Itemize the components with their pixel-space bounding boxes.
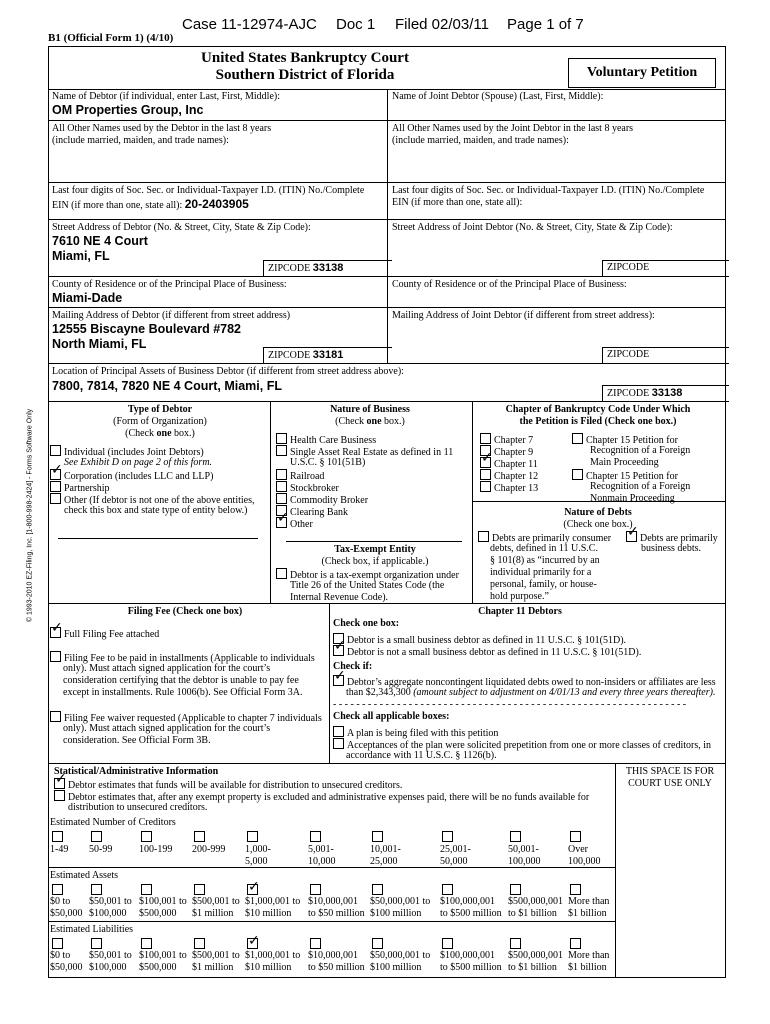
location-value[interactable]: 7800, 7814, 7820 NE 4 Court, Miami, FL	[52, 379, 282, 393]
health-care-label: Health Care Business	[290, 435, 377, 446]
debtor-county[interactable]: Miami-Dade	[52, 291, 123, 305]
court-use-line2: COURT USE ONLY	[628, 778, 712, 789]
creditors-range	[568, 844, 601, 868]
joint-ein-line2: EIN (if more than one, state all):	[392, 197, 523, 208]
liabilities-range-line1: $100,001 to	[139, 950, 187, 961]
consumer-debts-line6: hold purpose.”	[490, 591, 549, 602]
tax-exempt-title: Tax-Exempt Entity	[334, 544, 416, 555]
debtor-name[interactable]: OM Properties Group, Inc	[52, 103, 204, 117]
debtor-mailing-line1: 12555 Biscayne Boulevard #782	[52, 322, 242, 336]
creditors-range	[370, 844, 401, 868]
joint-mailing-zip-box	[602, 347, 729, 364]
debtor-other-names-label	[52, 123, 271, 147]
assets-range-line1: $50,001 to	[89, 896, 132, 907]
liabilities-range-line2: $500,000	[139, 962, 177, 973]
creditors-range-line1: 50,001-	[508, 844, 539, 855]
liabilities-range	[89, 950, 132, 974]
installment-line3: consideration certifying that the debtor is unable to pay fee	[63, 675, 299, 686]
court-line2: Southern District of Florida	[215, 67, 395, 83]
creditors-range-line2: 5,000	[245, 856, 268, 867]
creditors-range-line1: 25,001-	[440, 844, 471, 855]
chapter-title1: Chapter of Bankruptcy Code Under Which	[505, 404, 691, 415]
creditors-range-line1: 200-999	[192, 844, 226, 855]
ch13-option[interactable]	[480, 481, 538, 495]
debtor-ein-label	[52, 185, 364, 212]
assets-range-line2: to $1 billion	[508, 908, 557, 919]
joint-zip-box	[602, 260, 729, 277]
assets-range	[245, 896, 300, 920]
nature-debts-title: Nature of Debts	[564, 507, 632, 518]
creditors-range	[440, 844, 471, 868]
joint-mailing-zip-label: ZIPCODE	[607, 349, 650, 360]
small-business-label: Debtor is a small business debtor as defined in 11 U.S.C. § 101(51D).	[347, 635, 627, 646]
installment-line2: only). Must attach signed application for the court’s	[63, 663, 271, 674]
court-line1: United States Bankruptcy Court	[201, 50, 409, 66]
other-entity-label: Other (If debtor is not one of the above entities,	[64, 495, 255, 506]
filed-date: Filed 02/03/11	[395, 16, 489, 33]
single-asset-label: Single Asset Real Estate as defined in 11	[290, 447, 454, 458]
ch11-debtors-title: Chapter 11 Debtors	[478, 606, 562, 617]
other-entity-line[interactable]	[58, 538, 258, 539]
joint-street-label: Street Address of Joint Debtor (No. & Street, City, State & Zip Code):	[392, 222, 673, 233]
ch15-main-label: Chapter 15 Petition for	[586, 435, 678, 446]
creditors-checkbox[interactable]	[91, 831, 105, 844]
court-use-line1: THIS SPACE IS FOR	[625, 766, 715, 777]
full-fee-checkbox[interactable]	[50, 627, 61, 638]
health-care-checkbox[interactable]	[276, 433, 287, 444]
assets-range-line1: $500,000,001	[508, 896, 563, 907]
doc-number: Doc 1	[336, 16, 376, 33]
stockbroker-label: Stockbroker	[290, 483, 339, 494]
debtor-other-names-line2: (include married, maiden, and trade names):	[52, 135, 229, 146]
creditors-range	[139, 844, 172, 856]
debtor-mailing-zip-label: ZIPCODE	[268, 350, 311, 361]
assets-range-line1: $100,000,001	[440, 896, 495, 907]
other-business-checkbox[interactable]	[276, 517, 287, 528]
liabilities-range-line1: $1,000,001 to	[245, 950, 301, 961]
consumer-debts-line1: Debts are primarily consumer	[492, 533, 612, 544]
ch12-checkbox[interactable]	[480, 469, 491, 480]
creditors-checkbox[interactable]	[194, 831, 208, 844]
acceptances-line1: Acceptances of the plan were solicited prepetition from one or more classes of creditors, in	[347, 740, 712, 751]
debtor-ein[interactable]: 20-2403905	[184, 197, 249, 211]
creditors-range-line2: 100,000	[568, 856, 601, 867]
nature-business-heading	[300, 404, 440, 428]
assets-range-line2: to $50 million	[308, 908, 365, 919]
other-entity-checkbox[interactable]	[50, 493, 61, 504]
creditors-checkbox[interactable]	[52, 831, 66, 844]
liabilities-range	[50, 950, 83, 974]
single-asset-checkbox[interactable]	[276, 445, 287, 456]
creditors-range-line1: 50-99	[89, 844, 113, 855]
creditors-checkbox[interactable]	[141, 831, 155, 844]
ch11-check-if: Check if:	[333, 661, 373, 672]
creditors-checkbox[interactable]	[310, 831, 324, 844]
aggregate-debts-line1: Debtor’s aggregate noncontingent liquidated debts owed to non-insiders or affiliates are less	[347, 677, 716, 688]
no-funds-checkbox[interactable]	[54, 790, 65, 801]
liabilities-range	[192, 950, 240, 974]
liabilities-range-line1: More than	[568, 950, 610, 961]
liabilities-range-line2: $50,000	[50, 962, 83, 973]
assets-range	[508, 896, 563, 920]
liabilities-range-line2: $10 million	[245, 962, 292, 973]
creditors-range-line1: 5,001-	[308, 844, 334, 855]
liabilities-range	[139, 950, 187, 974]
ch15-nonmain-label: Chapter 15 Petition for	[586, 471, 678, 482]
creditors-checkbox[interactable]	[372, 831, 386, 844]
nb-other[interactable]	[276, 517, 313, 531]
creditors-range	[50, 844, 68, 856]
creditors-range-line2: 50,000	[440, 856, 468, 867]
nb-check-c: box.)	[381, 416, 405, 427]
joint-ein-line1: Last four digits of Soc. Sec. or Individual-Taxpayer I.D. (ITIN) No./Complete	[392, 185, 705, 196]
assets-range-line1: $50,000,001 to	[370, 896, 431, 907]
assets-range-line2: $1 million	[192, 908, 234, 919]
liabilities-range-line2: to $1 billion	[508, 962, 557, 973]
debtor-ein-line1: Last four digits of Soc. Sec. or Individual-Taxpayer I.D. (ITIN) No./Complete	[52, 185, 365, 196]
assets-range	[192, 896, 240, 920]
ch15-nonmain-line2: Recognition of a Foreign	[590, 481, 691, 492]
location-zip-box	[602, 385, 729, 402]
stats-title: Statistical/Administrative Information	[54, 766, 219, 777]
nature-business-title: Nature of Business	[330, 404, 410, 415]
assets-range	[568, 896, 609, 920]
other-business-label: Other	[290, 519, 313, 530]
form-id: B1 (Official Form 1) (4/10)	[48, 32, 174, 44]
liabilities-range	[440, 950, 502, 974]
case-number: Case 11-12974-AJC	[182, 16, 317, 33]
other-business-line[interactable]	[286, 541, 462, 542]
chapter-title2b: one	[637, 416, 653, 427]
assets-range-line2: $1 billion	[568, 908, 607, 919]
joint-zip-label: ZIPCODE	[607, 262, 650, 273]
tax-exempt-line2: Title 26 of the United States Code (the	[290, 580, 445, 591]
acceptances-line2: accordance with 11 U.S.C. § 1126(b).	[346, 750, 497, 761]
ch15-main-checkbox[interactable]	[572, 433, 583, 444]
tod-check-a: (Check	[125, 428, 157, 439]
debtor-zip-box	[263, 260, 392, 277]
assets-range-line1: More than	[568, 896, 610, 907]
location-zip-label: ZIPCODE	[607, 388, 650, 399]
full-fee-label: Full Filing Fee attached	[64, 629, 160, 640]
creditors-range-line1: Over	[568, 844, 588, 855]
ch13-checkbox[interactable]	[480, 481, 491, 492]
installment-line1: Filing Fee to be paid in installments (Applicable to individuals	[64, 653, 315, 664]
tax-exempt-checkbox[interactable]	[276, 568, 287, 579]
assets-range-line2: $500,000	[139, 908, 177, 919]
acceptances-checkbox[interactable]	[333, 738, 344, 749]
assets-range	[89, 896, 132, 920]
voluntary-petition-title: Voluntary Petition	[568, 58, 716, 88]
tod-check-b: one	[156, 428, 172, 439]
joint-name-label: Name of Joint Debtor (Spouse) (Last, First, Middle):	[392, 91, 604, 102]
not-small-business-checkbox[interactable]	[333, 645, 344, 656]
ch13-label: Chapter 13	[494, 483, 539, 494]
ch11-label: Chapter 11	[494, 459, 538, 470]
aggregate-debts-line2	[346, 687, 715, 699]
creditors-checkbox[interactable]	[510, 831, 524, 844]
no-funds-line1: Debtor estimates that, after any exempt property is excluded and administrative expenses paid, there will be no funds available for	[68, 792, 590, 803]
installment-checkbox[interactable]	[50, 651, 61, 662]
assets-range-line2: to $500 million	[440, 908, 502, 919]
liabilities-range-line1: $500,001 to	[192, 950, 240, 961]
tax-exempt-heading	[290, 544, 460, 568]
assets-label: Estimated Assets	[50, 870, 119, 881]
liabilities-label: Estimated Liabilities	[50, 924, 134, 935]
railroad-checkbox[interactable]	[276, 469, 287, 480]
aggregate-amount: than $2,343,300	[346, 687, 414, 698]
assets-range-line1: $100,001 to	[139, 896, 187, 907]
joint-other-names-label	[392, 123, 633, 147]
partnership-label: Partnership	[64, 483, 110, 494]
liabilities-range	[568, 950, 609, 974]
creditors-range	[192, 844, 225, 856]
liabilities-range	[508, 950, 563, 974]
liabilities-range-line1: $50,000,001 to	[370, 950, 431, 961]
creditors-checkbox[interactable]	[442, 831, 456, 844]
funds-available-label: Debtor estimates that funds will be available for distribution to unsecured creditors.	[68, 780, 403, 791]
corporation-checkbox[interactable]	[50, 469, 61, 480]
waiver-line1: Filing Fee waiver requested (Applicable to chapter 7 individuals	[64, 713, 322, 724]
debtor-ein-line2: EIN (if more than one, state all):	[52, 200, 183, 211]
ch15-main-line2: Recognition of a Foreign	[590, 445, 691, 456]
creditors-range-line1: 10,001-	[370, 844, 401, 855]
liabilities-range-line2: to $50 million	[308, 962, 365, 973]
assets-range	[370, 896, 430, 920]
liabilities-range-line2: $1 billion	[568, 962, 607, 973]
creditors-checkbox[interactable]	[570, 831, 584, 844]
creditors-range-line2: 100,000	[508, 856, 541, 867]
liabilities-range	[370, 950, 430, 974]
joint-ein-label	[392, 185, 704, 209]
joint-county-label: County of Residence or of the Principal Place of Business:	[392, 279, 627, 290]
business-debts-line2: business debts.	[641, 543, 701, 554]
debtor-county-label: County of Residence or of the Principal Place of Business:	[52, 279, 287, 290]
nb-check-a: (Check	[335, 416, 367, 427]
filing-fee-title: Filing Fee (Check one box)	[127, 606, 243, 617]
nature-debts-sub: (Check one box.)	[563, 519, 633, 530]
tax-exempt-sub: (Check box, if applicable.)	[321, 556, 429, 567]
waiver-checkbox[interactable]	[50, 711, 61, 722]
full-fee-option[interactable]	[50, 627, 159, 641]
type-of-debtor-heading	[90, 404, 230, 440]
not-small-business-option[interactable]	[333, 645, 641, 659]
liabilities-range-line1: $10,000,001	[308, 950, 358, 961]
debtor-mailing[interactable]	[52, 322, 241, 352]
ch7-label: Chapter 7	[494, 435, 534, 446]
page-count: Page 1 of 7	[507, 16, 584, 33]
creditors-label: Estimated Number of Creditors	[50, 817, 176, 828]
consumer-debts-line4: individual primarily for a	[490, 567, 592, 578]
commodity-label: Commodity Broker	[290, 495, 369, 506]
assets-range-line1: $10,000,001	[308, 896, 358, 907]
individual-label: Individual (includes Joint Debtors)	[64, 447, 204, 458]
ch15-nonmain-line3: Nonmain Proceeding	[590, 493, 675, 504]
ch7-checkbox[interactable]	[480, 433, 491, 444]
aggregate-debts-checkbox[interactable]	[333, 675, 344, 686]
liabilities-range-line2: $100 million	[370, 962, 422, 973]
liabilities-range-line1: $500,000,001	[508, 950, 563, 961]
location-label: Location of Principal Assets of Business Debtor (if different from street address above):	[52, 366, 404, 377]
ch11-check-all: Check all applicable boxes:	[333, 711, 450, 722]
ch11-dashed-separator: - - - - - - - - - - - - - - - - - - - - - - - - - - - - - - - - - - - - - - - - - - - - - - - - - - - - - - - - - - - - -	[333, 699, 687, 710]
joint-other-names-line1: All Other Names used by the Joint Debtor in the last 8 years	[392, 123, 634, 134]
no-funds-line2: distribution to unsecured creditors.	[68, 802, 208, 813]
chapter-heading	[476, 404, 720, 428]
liabilities-range	[245, 950, 300, 974]
partnership-checkbox[interactable]	[50, 481, 61, 492]
creditors-range-line2: 10,000	[308, 856, 336, 867]
installment-line4: except in installments. Rule 1006(b). See Official Form 3A.	[63, 687, 303, 698]
location-zip[interactable]: 33138	[651, 387, 683, 399]
plan-filed-checkbox[interactable]	[333, 726, 344, 737]
debtor-zip-label: ZIPCODE	[268, 263, 311, 274]
chapter-title2a: the Petition is Filed (Check	[519, 416, 638, 427]
nb-single-asset-cite: U.S.C. § 101(51B)	[290, 457, 366, 468]
joint-mailing-label: Mailing Address of Joint Debtor (if different from street address):	[392, 310, 655, 321]
assets-range-line2: $10 million	[245, 908, 292, 919]
tax-exempt-line3: Internal Revenue Code).	[290, 592, 389, 603]
debtor-mailing-zip-box	[263, 347, 392, 364]
assets-range	[440, 896, 502, 920]
liabilities-range-line1: $50,001 to	[89, 950, 132, 961]
ch11-check-one: Check one box:	[333, 618, 400, 629]
court-use-only	[618, 766, 722, 790]
creditors-range-line1: 100-199	[139, 844, 173, 855]
debtor-zip[interactable]: 33138	[312, 262, 344, 274]
funds-available-checkbox[interactable]	[54, 778, 65, 789]
chapter-title2c: box.)	[652, 416, 677, 427]
assets-range	[139, 896, 187, 920]
creditors-range-line2: 25,000	[370, 856, 398, 867]
liabilities-range	[308, 950, 365, 974]
consumer-debts-checkbox[interactable]	[478, 531, 489, 542]
creditors-range	[508, 844, 541, 868]
assets-range-line2: $50,000	[50, 908, 83, 919]
type-of-debtor-sub1: (Form of Organization)	[113, 416, 207, 427]
assets-range-line2: $100 million	[370, 908, 422, 919]
clearing-bank-label: Clearing Bank	[290, 507, 349, 518]
consumer-debts-line5: personal, family, or house-	[490, 579, 597, 590]
aggregate-adjustment-note: (amount subject to adjustment on 4/01/13 and every three years thereafter).	[413, 687, 716, 698]
ch12-label: Chapter 12	[494, 471, 539, 482]
debtor-mailing-zip[interactable]: 33181	[312, 349, 344, 361]
not-small-business-label: Debtor is not a small business debtor as defined in 11 U.S.C. § 101(51D).	[347, 647, 642, 658]
business-debts-line1: Debts are primarily	[640, 533, 718, 544]
liabilities-range-line1: $100,000,001	[440, 950, 495, 961]
liabilities-range-line2: $100,000	[89, 962, 127, 973]
debtor-mailing-line2: North Miami, FL	[52, 337, 147, 351]
debtor-mailing-label: Mailing Address of Debtor (if different from street address)	[52, 310, 291, 321]
creditors-range	[308, 844, 336, 868]
assets-range	[308, 896, 365, 920]
business-debts-checkbox[interactable]	[626, 531, 637, 542]
ch11-checkbox[interactable]	[480, 457, 491, 468]
type-of-debtor-title: Type of Debtor	[127, 404, 193, 415]
plan-filed-label: A plan is being filed with this petition	[347, 728, 499, 739]
creditors-checkbox[interactable]	[247, 831, 261, 844]
assets-range	[50, 896, 83, 920]
creditors-range-line1: 1-49	[50, 844, 69, 855]
assets-range-line2: $100,000	[89, 908, 127, 919]
debtor-street-label: Street Address of Debtor (No. & Street, City, State & Zip Code):	[52, 222, 311, 233]
debtor-street-line1: 7610 NE 4 Court	[52, 234, 148, 248]
creditors-range-line1: 1,000-	[245, 844, 271, 855]
assets-range-line1: $0 to	[50, 896, 71, 907]
liabilities-range-line2: to $500 million	[440, 962, 502, 973]
corporation-label: Corporation (includes LLC and LLP)	[64, 471, 214, 482]
ch9-label: Chapter 9	[494, 447, 534, 458]
stockbroker-checkbox[interactable]	[276, 481, 287, 492]
creditors-range	[245, 844, 271, 868]
court-title	[150, 50, 460, 84]
creditors-range	[89, 844, 112, 856]
assets-range-line1: $500,001 to	[192, 896, 240, 907]
liabilities-range-line2: $1 million	[192, 962, 234, 973]
consumer-debts-line2: debts, defined in 11 U.S.C.	[490, 543, 598, 554]
tax-exempt-line1: Debtor is a tax-exempt organization under	[290, 570, 459, 581]
individual-checkbox[interactable]	[50, 445, 61, 456]
nb-check-b: one	[366, 416, 382, 427]
joint-other-names-line2: (include married, maiden, and trade names):	[392, 135, 569, 146]
nature-debts-heading	[476, 507, 720, 531]
consumer-debts-line3: § 101(8) as “incurred by an	[490, 555, 600, 566]
waiver-line2: only). Must attach signed application for the court’s	[63, 723, 271, 734]
software-side-note: © 1993-2010 EZ-Filing, Inc. [1-800-998-2424] - Forms Software Only	[26, 408, 34, 623]
debtor-street-line2: Miami, FL	[52, 249, 110, 263]
debtor-street[interactable]	[52, 234, 148, 264]
other-entity-note: check this box and state type of entity below.)	[64, 505, 248, 516]
debtor-name-label: Name of Debtor (if individual, enter Last, First, Middle):	[52, 91, 281, 102]
see-exhibit-d: See Exhibit D on page 2 of this form.	[64, 457, 213, 468]
waiver-line3: consideration. See Official Form 3B.	[63, 735, 211, 746]
liabilities-range-line1: $0 to	[50, 950, 71, 961]
tod-check-c: box.)	[171, 428, 195, 439]
debtor-other-names-line1: All Other Names used by the Debtor in the last 8 years	[52, 123, 272, 134]
assets-range-line1: $1,000,001 to	[245, 896, 301, 907]
ch15-nonmain-checkbox[interactable]	[572, 469, 583, 480]
railroad-label: Railroad	[290, 471, 325, 482]
ch15-main-line3: Main Proceeding	[590, 457, 659, 468]
commodity-checkbox[interactable]	[276, 493, 287, 504]
